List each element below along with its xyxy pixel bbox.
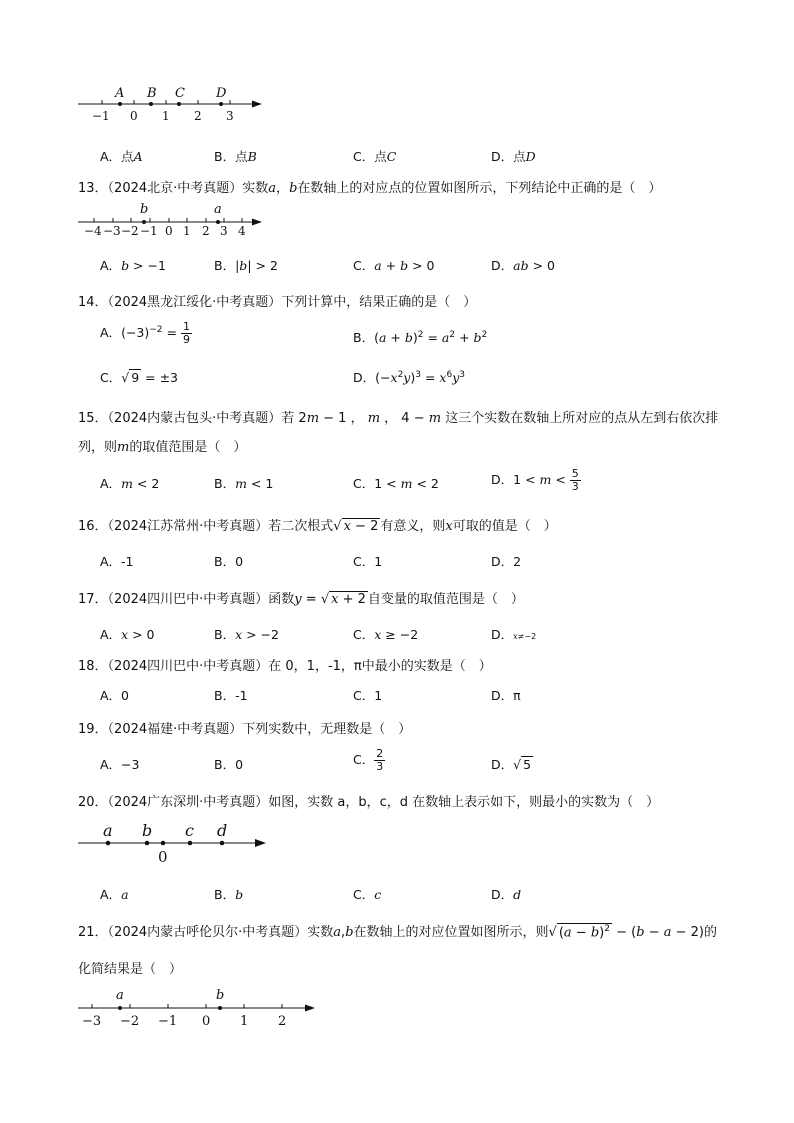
tick-label: 4 [238, 224, 246, 238]
option-d[interactable]: D．x≠−2 [491, 627, 537, 642]
tick-label: −2 [120, 1014, 140, 1029]
option-c[interactable]: C．1 [353, 688, 383, 703]
question-16: 16．（2024江苏常州·中考真题）若二次根式√ x − 2 有意义，则x可取的值是（ ） [78, 519, 557, 534]
question-15: 15．（2024内蒙古包头·中考真题）若 2m − 1 ， m ， 4 − m 这三个实数在数轴上所对应的点从左到右依次排 [78, 411, 719, 426]
option-d[interactable]: D．ab > 0 [491, 258, 555, 273]
option-c[interactable]: C．c [353, 887, 382, 902]
tick-label: 3 [220, 224, 228, 238]
tick-label: 3 [226, 109, 234, 123]
option-d[interactable]: D．1 < m < $\frac{5}{3}$ [491, 467, 579, 493]
tick-label: 1 [162, 109, 170, 123]
point-label-c: c [185, 821, 194, 840]
number-line-q12 [70, 82, 270, 127]
tick-label: −3 [103, 224, 121, 238]
option-d[interactable]: D．d [491, 887, 522, 902]
tick-label: −1 [140, 224, 158, 238]
option-a[interactable]: A．0 [100, 688, 130, 703]
tick-label: −1 [92, 109, 110, 123]
tick-label: 0 [165, 224, 173, 238]
tick-label: 0 [202, 1014, 211, 1029]
point-label-b: b [142, 821, 153, 840]
option-d[interactable]: D．2 [491, 554, 522, 569]
option-a[interactable]: A．-1 [100, 554, 134, 569]
tick-label: 2 [194, 109, 202, 123]
tick-label: −4 [84, 224, 102, 238]
option-b[interactable]: B．点B [214, 149, 257, 164]
option-c[interactable]: C．1 < m < 2 [353, 476, 439, 491]
tick-label: −1 [158, 1014, 178, 1029]
point-label-b: b [140, 202, 149, 217]
option-d[interactable]: D．√ 5 [491, 757, 532, 772]
zero-label: 0 [158, 848, 168, 866]
question-15-line2: 列，则m的取值范围是（ ） [78, 440, 247, 455]
point-label-d: d [217, 821, 228, 840]
tick-label: 1 [183, 224, 191, 238]
tick-label: 2 [202, 224, 210, 238]
question-21-line2: 化简结果是（ ） [78, 962, 183, 977]
option-a[interactable]: A．$(-3)^{-2}$ = $\frac{1}{9}$ [100, 320, 190, 346]
option-c[interactable]: C．1 [353, 554, 383, 569]
option-c[interactable]: C．a + b > 0 [353, 258, 435, 273]
option-b[interactable]: B．|b| > 2 [214, 258, 278, 273]
point-label-a: a [103, 821, 113, 840]
point-label-a: a [116, 988, 124, 1003]
question-20: 20．（2024广东深圳·中考真题）如图，实数 a，b，c，d 在数轴上表示如下，则最小的实数为（ ） [78, 795, 660, 810]
question-21: 21．（2024内蒙古呼伦贝尔·中考真题）实数a,b在数轴上的对应位置如图所示，则√ $(a - b)^2 - (b - a - 2)$的 [78, 923, 717, 940]
option-d[interactable]: D．点D [491, 149, 536, 164]
option-b[interactable]: B．$(a + b)^2 = a^2 + b^2$ [353, 329, 488, 345]
point-label-A: A [115, 86, 125, 101]
option-a[interactable]: A．x > 0 [100, 627, 155, 642]
question-13: 13．（2024北京·中考真题）实数a，b在数轴上的对应点的位置如图所示，下列结论中正确的是（ ） [78, 181, 662, 196]
point-label-C: C [175, 86, 185, 101]
option-a[interactable]: A．m < 2 [100, 476, 160, 491]
number-line-q20 [72, 818, 282, 868]
option-b[interactable]: B．b [214, 887, 244, 902]
tick-label: 2 [278, 1014, 287, 1029]
number-line-q21 [72, 986, 322, 1031]
tick-label: 1 [240, 1014, 249, 1029]
option-b[interactable]: B．x > −2 [214, 627, 279, 642]
option-a[interactable]: A．点A [100, 149, 143, 164]
option-c[interactable]: C．x ≥ −2 [353, 627, 419, 642]
option-d[interactable]: D．π [491, 688, 521, 703]
option-c[interactable]: C．点C [353, 149, 397, 164]
option-b[interactable]: B．0 [214, 757, 244, 772]
question-18: 18．（2024四川巴中·中考真题）在 0，1，-1，π中最小的实数是（ ） [78, 659, 492, 674]
option-b[interactable]: B．m < 1 [214, 476, 274, 491]
point-label-a: a [214, 202, 222, 217]
option-c[interactable]: C． $\frac{2}{3}$ [353, 747, 384, 773]
question-17: 17．（2024四川巴中·中考真题）函数y = √ x + 2 自变量的取值范围是（ ） [78, 592, 524, 607]
point-label-b: b [216, 988, 225, 1003]
question-14: 14．（2024黑龙江绥化·中考真题）下列计算中，结果正确的是（ ） [78, 295, 477, 310]
tick-label: −2 [121, 224, 139, 238]
option-a[interactable]: A．a [100, 887, 129, 902]
point-label-D: D [216, 86, 227, 101]
option-a[interactable]: A．b > −1 [100, 258, 166, 273]
point-label-B: B [147, 86, 157, 101]
tick-label: 0 [130, 109, 138, 123]
option-b[interactable]: B．-1 [214, 688, 248, 703]
option-d[interactable]: D．$(-x^2y)^3 = x^6y^3$ [353, 369, 465, 385]
tick-label: −3 [82, 1014, 102, 1029]
question-19: 19．（2024福建·中考真题）下列实数中，无理数是（ ） [78, 722, 412, 737]
option-b[interactable]: B．0 [214, 554, 244, 569]
number-line-q13 [70, 200, 270, 240]
option-c[interactable]: C．√ 9 = ±3 [100, 370, 179, 385]
option-a[interactable]: A．−3 [100, 757, 140, 772]
